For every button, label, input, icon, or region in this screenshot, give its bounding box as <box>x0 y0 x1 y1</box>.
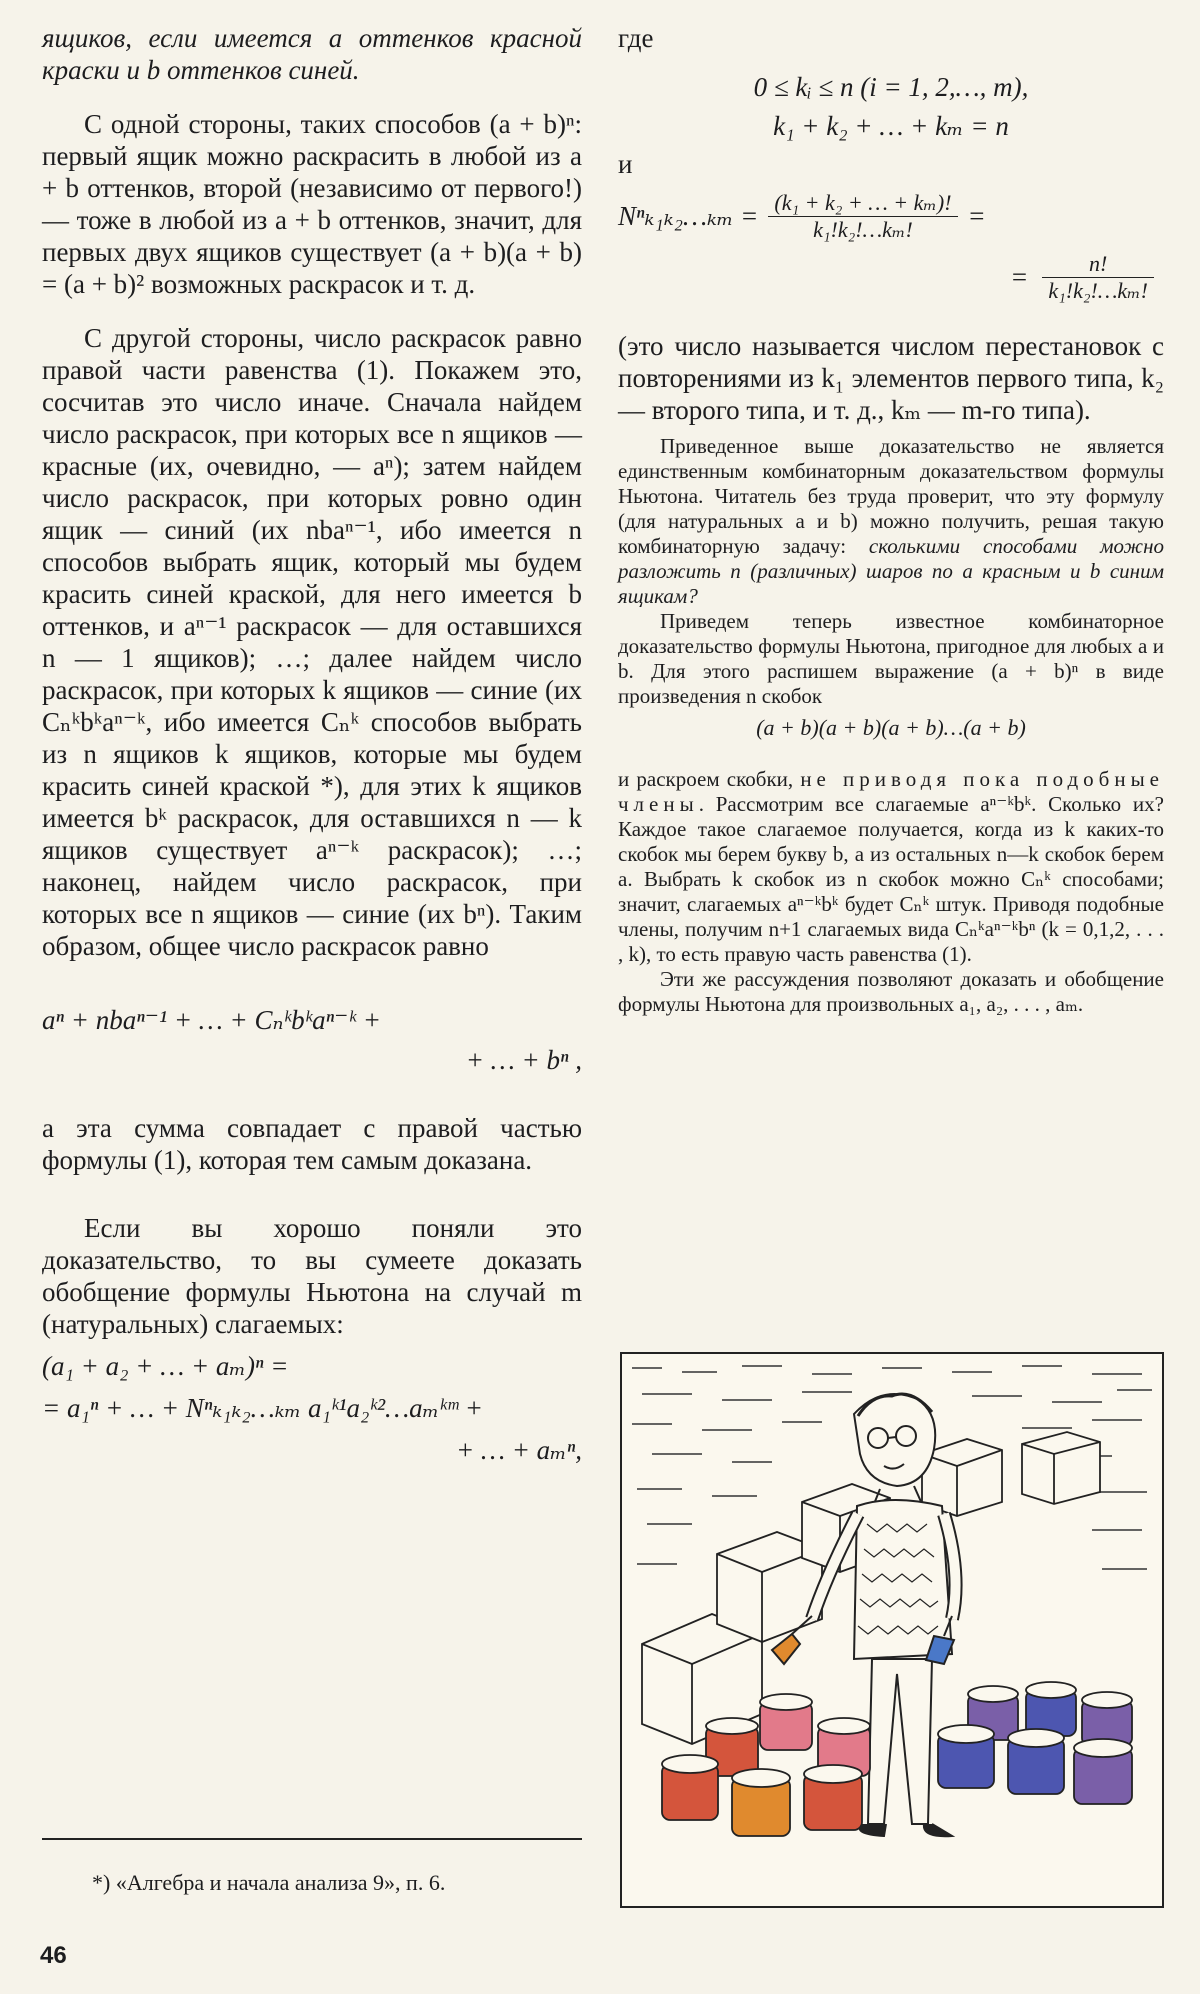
fraction-1-numerator: (k₁ + k₂ + … + kₘ)! <box>768 190 957 217</box>
multinomial-definition <box>618 190 1164 243</box>
right-paragraph-1: (это число называется числом перестановок с повторениями из k₁ элементов первого типа, k₂ — второго типа, и т. д., kₘ — m-го типа). <box>618 331 1164 425</box>
cartoon-illustration <box>620 1352 1164 1908</box>
right-paragraph-3: Приведем теперь известное комбинаторное доказательство формулы Ньютона, пригодное для любых a и b. Для этого распишем выражение (a + b)ⁿ в виде произведения n скобок <box>618 609 1164 708</box>
generalized-formula-line-3: + … + aₘⁿ, <box>455 1435 582 1465</box>
right-paragraph-5: Эти же рассуждения позволяют доказать и обобщение формулы Ньютона для произвольных a₁, a₂, . . . , aₘ. <box>618 967 1164 1016</box>
sum-formula-line-2: + … + bⁿ , <box>465 1045 582 1075</box>
left-paragraph-4: Если вы хорошо поняли это доказательство, то вы сумеете доказать обобщение формулы Ньютона на случай m (натуральных) слагаемых: <box>42 1213 582 1339</box>
right-paragraph-4-rest: . Рассмотрим все слагаемые aⁿ⁻ᵏbᵏ. Сколько их? Каждое такое слагаемое получается, когда из k каких-то скобок мы берем букву b, а из остальных n—k скобок берем a. Выбрать k скобок из n скобок можно Cₙᵏ способами; значит, слагаемых aⁿ⁻ᵏbᵏ будет Cₙᵏ штук. Приводя подобные члены, получим n+1 слагаемых вида Cₙᵏaⁿ⁻ᵏbⁿ (k = 0,1,2, . . . , k), то есть правую часть равенства (1). <box>618 792 1164 966</box>
left-paragraph-0: ящиков, если имеется a оттенков красной краски и b оттенков синей. <box>42 23 582 85</box>
footnote: *) «Алгебра и начала анализа 9», п. 6. <box>92 1870 446 1895</box>
sum-formula <box>42 1004 582 1076</box>
bracket-product: (a + b)(a + b)(a + b)…(a + b) <box>756 715 1026 740</box>
left-column <box>42 22 582 1466</box>
left-paragraph-3: а эта сумма совпадает с правой частью формулы (1), которая тем самым доказана. <box>42 1113 582 1175</box>
fraction-2-numerator: n! <box>1042 251 1154 278</box>
blue-jars <box>938 1682 1132 1804</box>
cartoon-drawing <box>622 1354 1162 1906</box>
orange-brush <box>772 1634 800 1664</box>
left-paragraph-1: С одной стороны, таких способов (a + b)ⁿ: первый ящик можно раскрасить в любой из a + b оттенков, второй (независимо от первого!) — тоже в любой из a + b оттенков, значит, для первых двух ящиков существует (a + b)(a + b) = (a + b)² возможных раскрасок и т. д. <box>42 109 582 299</box>
right-paragraph-4-emphasis: не приводя пока подобные члены <box>618 767 1164 816</box>
right-column <box>618 22 1164 1017</box>
right-paragraph-2-question: сколькими способами можно разложить n (различных) шаров по a красным и b синим ящикам? <box>618 534 1164 608</box>
generalized-formula-line-2: = a₁ⁿ + … + Nⁿₖ₁ₖ₂…ₖₘ a₁ᵏ¹a₂ᵏ²…aₘᵏᵐ + <box>42 1393 483 1423</box>
left-paragraph-2: С другой стороны, число раскрасок равно правой части равенства (1). Покажем это, сосчитав это число иначе. Сначала найдем число раскрасок, при которых все n ящиков — красные (их, очевидно, — aⁿ); затем найдем число раскрасок, при которых ровно один ящик — синий (их nbaⁿ⁻¹, ибо имеется n способов выбрать ящик, который мы будем красить синей краской, для него имеется b оттенков, и aⁿ⁻¹ раскрасок — для оставшихся n — 1 ящиков); …; далее найдем число раскрасок, при которых k ящиков — синие (их Cₙᵏbᵏaⁿ⁻ᵏ, ибо имеется Cₙᵏ способов выбрать из n ящиков k ящиков, которые мы будем красить синей краской *), для этих k ящиков имеется bᵏ раскрасок, для оставшихся n — k ящиков существует aⁿ⁻ᵏ раскрасок); …; наконец, найдем число раскрасок, при которых все n ящиков — синие (их bⁿ). Таким образом, общее число раскрасок равно <box>42 323 582 961</box>
multinomial-result <box>618 251 1164 304</box>
and-word: и <box>618 149 633 179</box>
sum-formula-line-1: aⁿ + nbaⁿ⁻¹ + … + Cₙᵏbᵏaⁿ⁻ᵏ + <box>42 1005 381 1035</box>
footnote-rule <box>42 1838 582 1840</box>
equals-sign-2: = <box>1010 262 1029 292</box>
multinomial-lhs: Nⁿₖ₁ₖ₂…ₖₘ = <box>618 201 759 231</box>
fraction-1-denominator: k₁!k₂!…kₘ! <box>813 217 913 242</box>
multinomial-fraction-1 <box>768 190 957 243</box>
generalized-formula-line-1: (a₁ + a₂ + … + aₘ)ⁿ = <box>42 1351 289 1381</box>
multinomial-fraction-2 <box>1042 251 1154 304</box>
page-number: 46 <box>40 1942 67 1969</box>
generalized-formula <box>42 1350 582 1466</box>
where-word: где <box>618 23 654 53</box>
right-paragraph-4-start: и раскроем скобки, <box>618 767 801 791</box>
condition-sum: k₁ + k₂ + … + kₘ = n <box>773 111 1009 141</box>
fraction-2-denominator: k₁!k₂!…kₘ! <box>1048 278 1148 303</box>
right-paragraph-2 <box>618 434 1164 609</box>
right-paragraph-2-text: Приведенное выше доказательство не является единственным комбинаторным доказательством формулы Ньютона. Читатель без труда проверит, что эту формулу (для натуральных a и b) можно получить, решая такую комбинаторную задачу: <box>618 434 1164 558</box>
right-paragraph-4 <box>618 767 1164 967</box>
equals-sign: = <box>967 201 986 231</box>
condition-range: 0 ≤ kᵢ ≤ n (i = 1, 2,…, m), <box>753 72 1029 102</box>
